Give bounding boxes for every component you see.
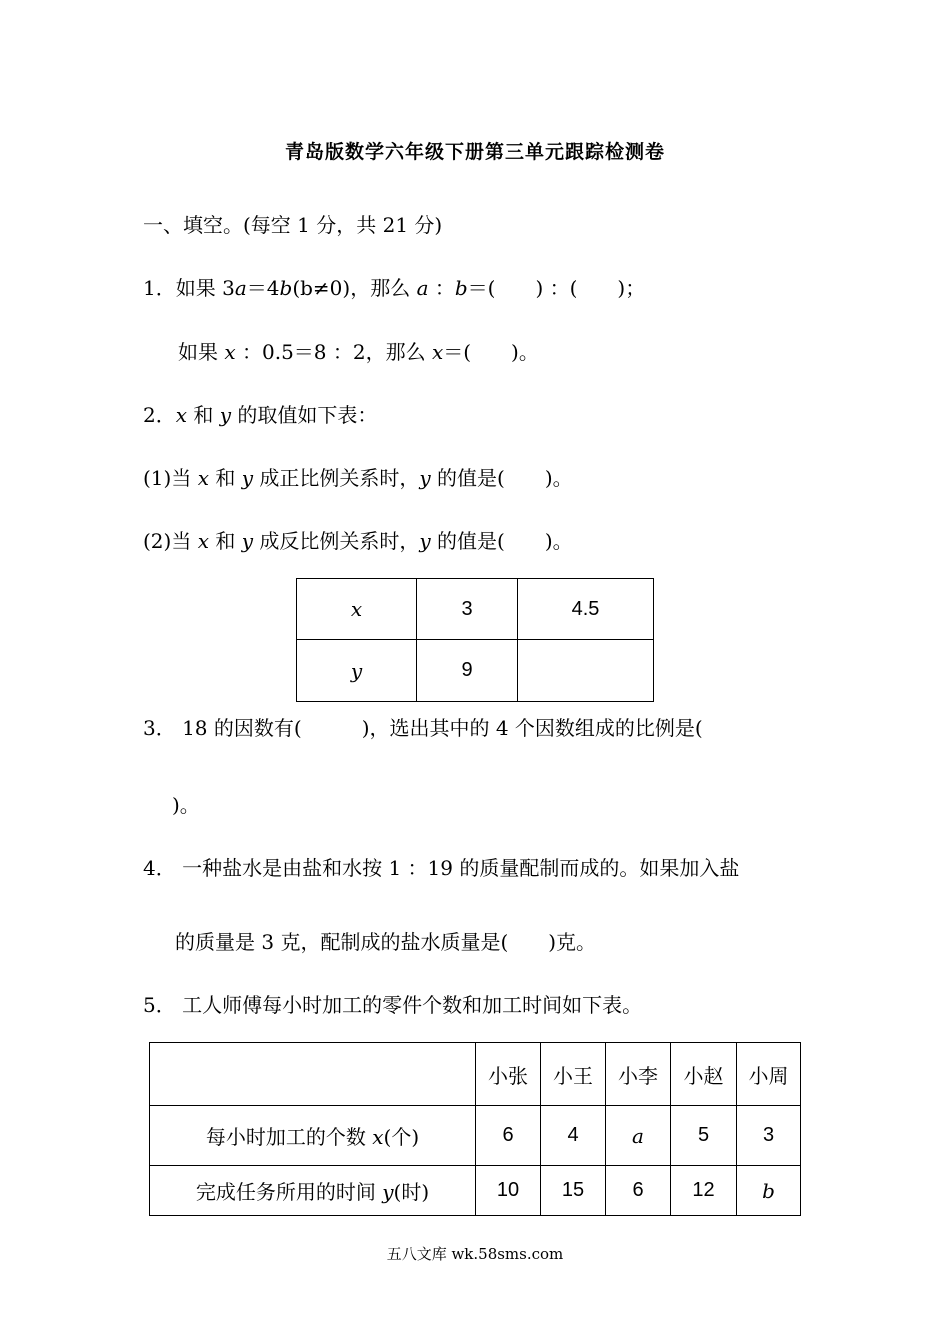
question-3-line-1: 3． 18 的因数有( )，选出其中的 4 个因数组成的比例是(: [143, 716, 703, 740]
table-row: [150, 1166, 801, 1216]
worker-table: [149, 1042, 801, 1216]
question-5-text: 5． 工人师傅每小时加工的零件个数和加工时间如下表。: [143, 993, 643, 1017]
question-2-sub-1: (1)当 x 和 y 成正比例关系时，y 的值是( )。: [143, 466, 573, 490]
table-cell: 15: [541, 1166, 606, 1216]
question-2-text: 2．x 和 y 的取值如下表：: [143, 403, 378, 427]
question-2-sub-2: (2)当 x 和 y 成反比例关系时，y 的值是( )。: [143, 529, 573, 553]
table-cell: 4: [541, 1106, 606, 1166]
table-cell: 12: [671, 1166, 737, 1216]
question-3-line-2: )。: [172, 793, 200, 817]
table-row: [297, 579, 654, 640]
question-4-line-2: 的质量是 3 克，配制成的盐水质量是( )克。: [175, 930, 597, 954]
question-4-line-1: 4． 一种盐水是由盐和水按 1 ：19 的质量配制而成的。如果加入盐: [143, 856, 740, 880]
table-cell: 6: [476, 1106, 541, 1166]
table-row: [297, 640, 654, 702]
page-title: 青岛版数学六年级下册第三单元跟踪检测卷: [284, 141, 665, 163]
question-1-line-2: 如果 x ：0.5＝8 ：2，那么 x＝( )。: [178, 340, 539, 364]
row-label: 每小时加工的个数 x(个): [150, 1106, 476, 1166]
table-cell: [518, 640, 654, 702]
table-cell: a: [606, 1106, 671, 1166]
row-label: 完成任务所用的时间 y(时): [150, 1166, 476, 1216]
table-cell: 3: [417, 579, 518, 640]
footer-watermark: 五八文库 wk.58sms.com: [386, 1245, 564, 1263]
table-cell: 9: [417, 640, 518, 702]
table-row: [150, 1106, 801, 1166]
xy-value-table: [296, 578, 654, 702]
table-header-cell: 小赵: [671, 1043, 737, 1106]
table-cell: 6: [606, 1166, 671, 1216]
table-cell: 10: [476, 1166, 541, 1216]
question-number: 2．: [143, 403, 176, 427]
table-cell: y: [297, 640, 417, 702]
table-header-cell: 小王: [541, 1043, 606, 1106]
table-header-cell: 小张: [476, 1043, 541, 1106]
table-cell: 3: [737, 1106, 801, 1166]
table-cell: 4.5: [518, 579, 654, 640]
table-cell: b: [737, 1166, 801, 1216]
table-header-cell: [150, 1043, 476, 1106]
table-cell: x: [297, 579, 417, 640]
answer-blank: ＝( )。: [443, 340, 539, 364]
question-number: 1．: [143, 276, 176, 300]
table-header-cell: 小李: [606, 1043, 671, 1106]
answer-blank: ＝( ) ：( )；: [467, 276, 646, 300]
table-header-cell: 小周: [737, 1043, 801, 1106]
table-header-row: [150, 1043, 801, 1106]
section-heading: 一、填空。(每空 1 分，共 21 分): [143, 213, 443, 237]
table-cell: 5: [671, 1106, 737, 1166]
question-1-line-1: 1．如果 3a＝4b(b≠0)，那么 a ：b＝( ) ：( )；: [143, 276, 646, 300]
